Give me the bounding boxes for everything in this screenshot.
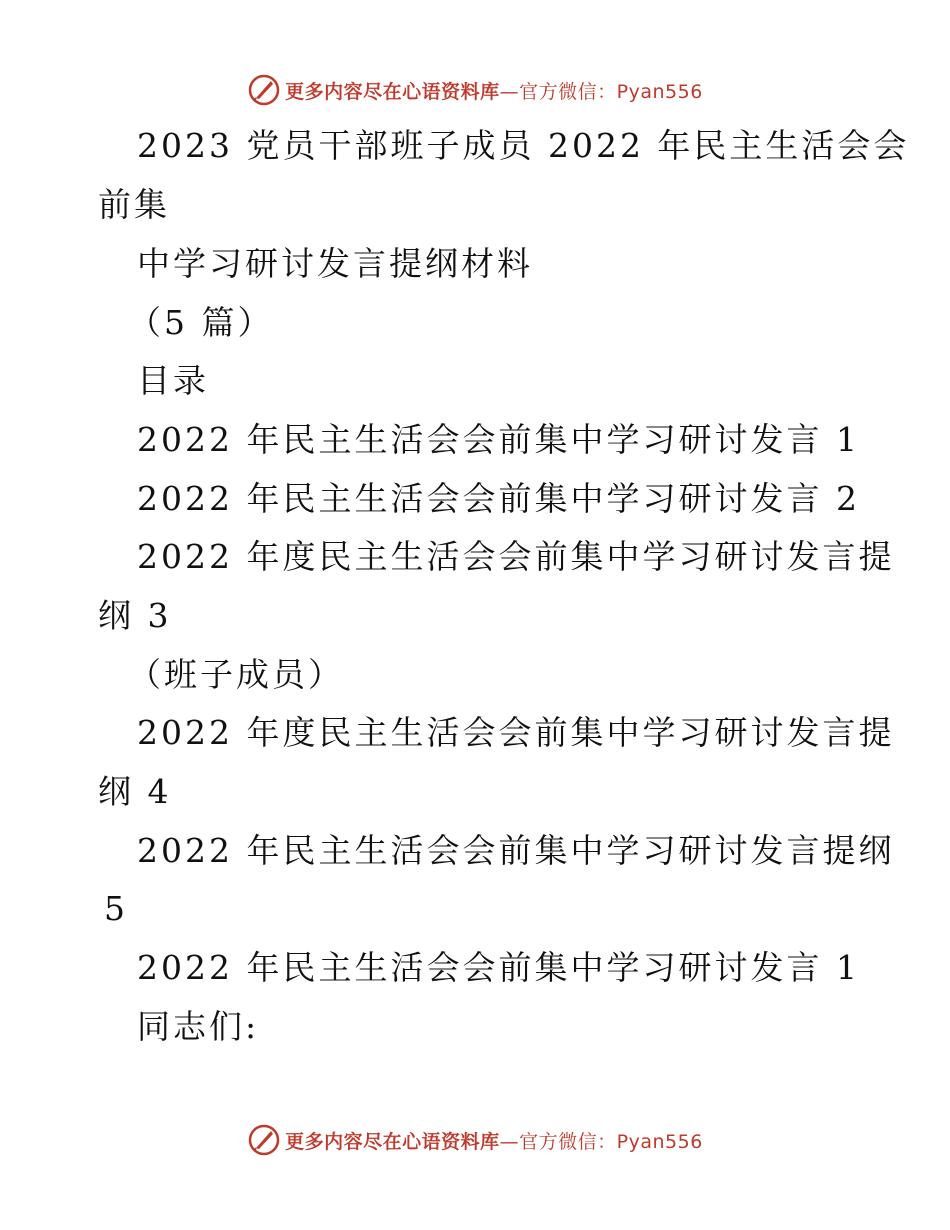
toc-heading: 目录 — [137, 361, 209, 400]
footer-watermark — [0, 1120, 950, 1160]
toc-item-2: 2022 年民主生活会会前集中学习研讨发言 2 — [137, 479, 860, 518]
title-count: （5 篇） — [128, 303, 274, 342]
toc-item-3: 2022 年度民主生活会会前集中学习研讨发言提 — [137, 537, 895, 576]
quill-logo-icon — [247, 73, 281, 107]
watermark-sub: —官方微信：Pyan556 — [499, 1130, 703, 1153]
watermark-text — [285, 77, 703, 104]
watermark-sub: —官方微信：Pyan556 — [499, 80, 703, 103]
toc-item-4-cont: 纲 4 — [98, 772, 172, 811]
title-line-3: 中学习研讨发言提纲材料 — [137, 244, 533, 283]
section-heading-1: 2022 年民主生活会会前集中学习研讨发言 1 — [137, 948, 860, 987]
quill-logo-icon — [247, 1123, 281, 1157]
toc-item-5: 2022 年民主生活会会前集中学习研讨发言提纲 — [137, 831, 895, 870]
toc-item-5-cont: 5 — [104, 889, 128, 928]
title-line-1: 2023 党员干部班子成员 2022 年民主生活会会 — [137, 126, 910, 165]
toc-item-1: 2022 年民主生活会会前集中学习研讨发言 1 — [137, 420, 860, 459]
salutation: 同志们: — [137, 1007, 260, 1046]
watermark-main: 更多内容尽在心语资料库 — [285, 1130, 500, 1153]
title-line-2: 前集 — [98, 185, 170, 224]
watermark-text — [285, 1127, 703, 1154]
toc-item-3-cont: 纲 3 — [98, 596, 172, 635]
watermark-main: 更多内容尽在心语资料库 — [285, 80, 500, 103]
toc-item-3-note: （班子成员） — [128, 655, 344, 694]
header-watermark — [0, 70, 950, 110]
toc-item-4: 2022 年度民主生活会会前集中学习研讨发言提 — [137, 713, 895, 752]
